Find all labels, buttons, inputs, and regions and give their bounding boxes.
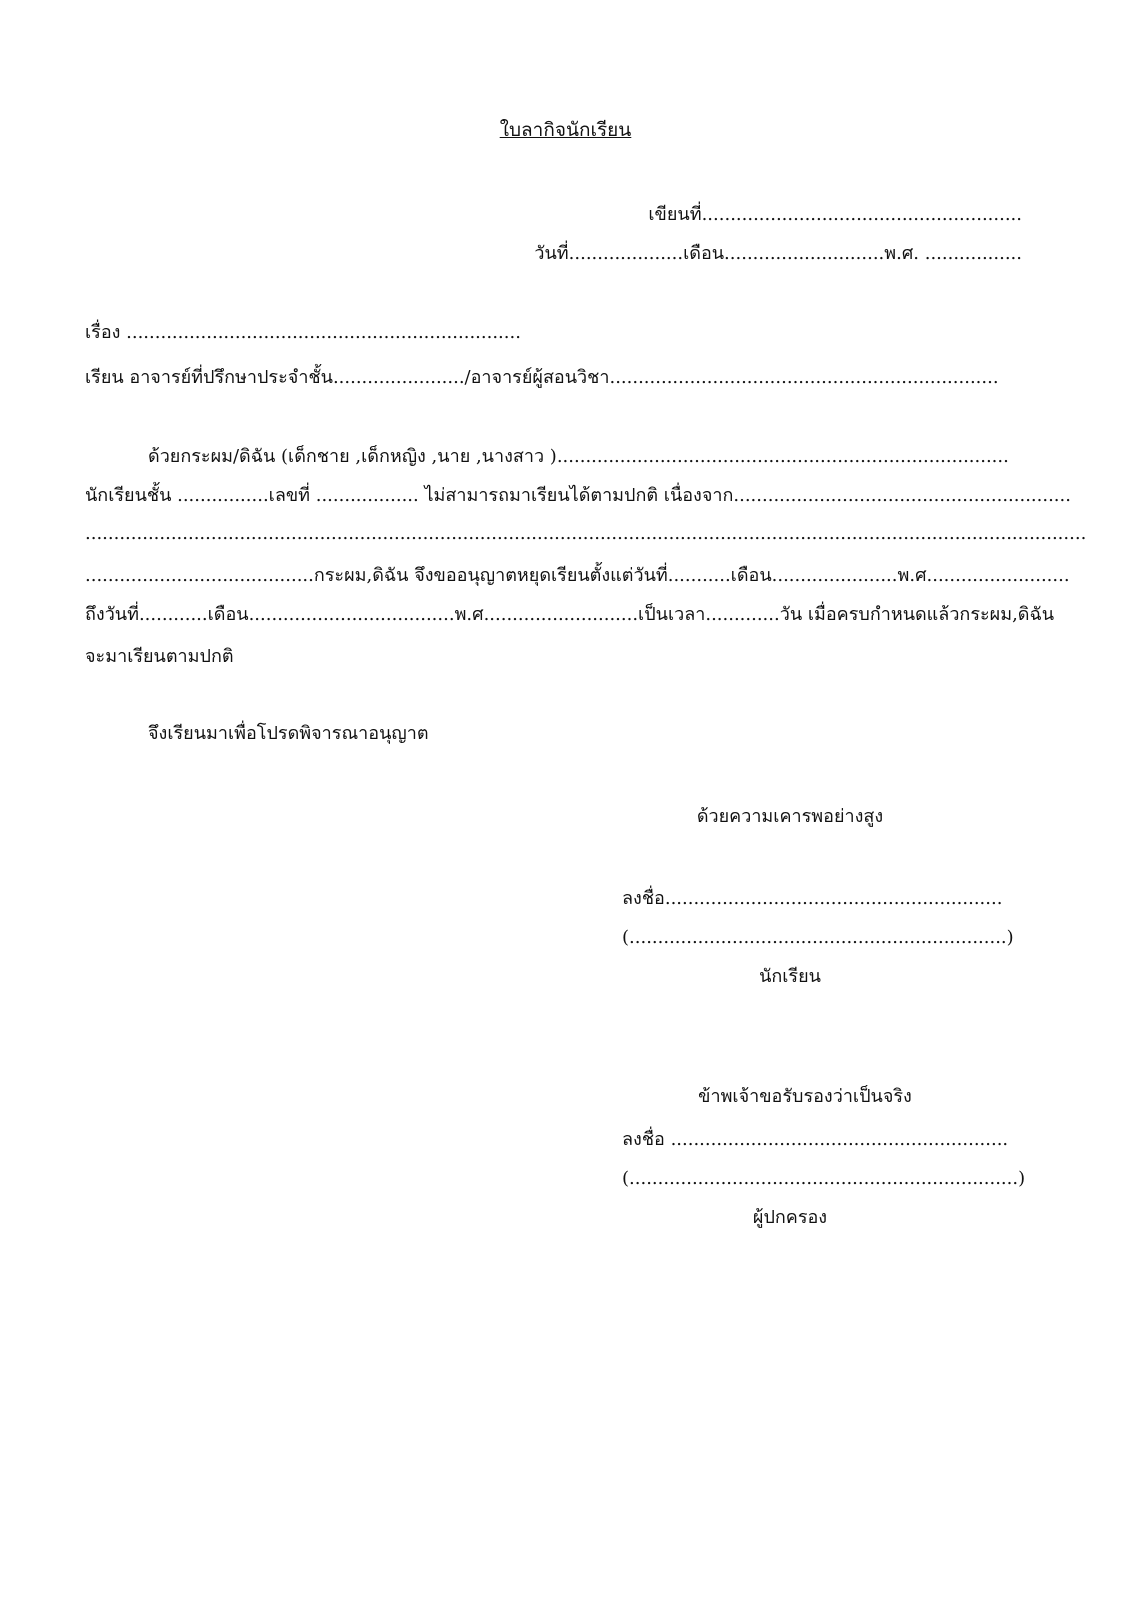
body-line-1: ด้วยกระผม/ดิฉัน (เด็กชาย ,เด็กหญิง ,นาย ,นางสาว )...............................................................................: [148, 446, 1009, 467]
student-role-label: นักเรียน: [759, 966, 821, 987]
body-line-6: จะมาเรียนตามปกติ: [85, 646, 234, 667]
student-name-line: (..................................................................): [622, 927, 1014, 948]
body-line-4: ........................................กระผม,ดิฉัน จึงขออนุญาตหยุดเรียนตั้งแต่วันที่...........เดือน......................พ.ศ.........................: [85, 565, 1070, 586]
body-line-2: นักเรียนชั้น ................เลขที่ .................. ไม่สามารถมาเรียนได้ตามปกติ เนื่องจาก...........................................................: [85, 485, 1071, 506]
parent-name-line: (....................................................................): [622, 1168, 1026, 1189]
written-at-line: เขียนที่........................................................: [648, 204, 1022, 225]
certification-statement: ข้าพเจ้าขอรับรองว่าเป็นจริง: [698, 1086, 912, 1107]
body-line-3: ...............................................................................................................................................................................: [85, 523, 1087, 544]
document-title: ใบลากิจนักเรียน: [499, 119, 632, 141]
student-sign-line: ลงชื่อ...........................................................: [622, 888, 1003, 909]
closing-request: จึงเรียนมาเพื่อโปรดพิจารณาอนุญาต: [148, 723, 429, 744]
body-line-5: ถึงวันที่............เดือน....................................พ.ศ...........................เป็นเวลา.............วัน เมื่อครบกำหนดแล้วกระผม,ดิฉัน: [85, 604, 1055, 625]
parent-sign-line: ลงชื่อ ...........................................................: [622, 1129, 1009, 1150]
regards-line: ด้วยความเคารพอย่างสูง: [696, 806, 884, 827]
parent-role-label: ผู้ปกครอง: [752, 1207, 828, 1228]
subject-line: เรื่อง .....................................................................: [85, 322, 521, 343]
date-line: วันที่....................เดือน............................พ.ศ. .................: [534, 243, 1022, 264]
addressee-line: เรียน อาจารย์ที่ปรึกษาประจำชั้น......................./อาจารย์ผู้สอนวิชา....................................................................: [85, 367, 999, 388]
